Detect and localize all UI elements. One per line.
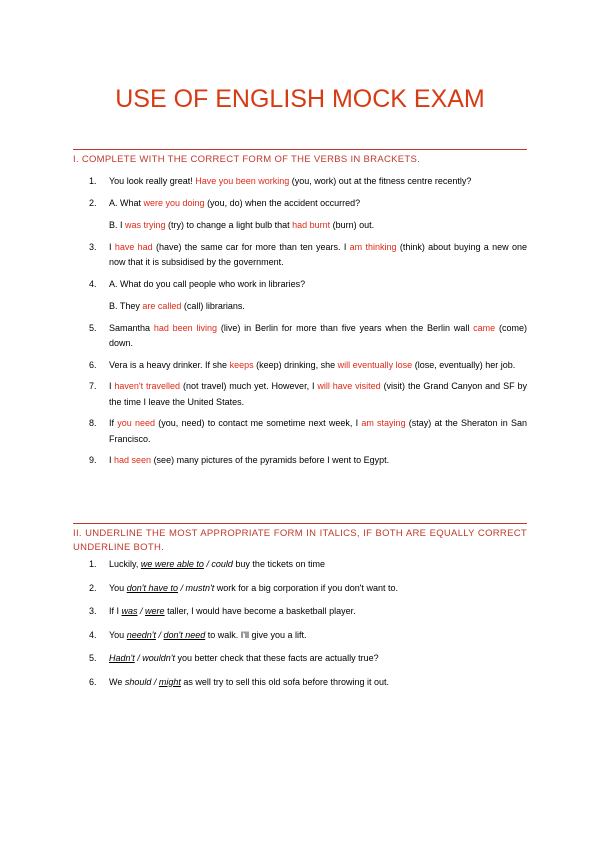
answer-text: have had [114,241,153,252]
question-text: taller, I would have become a basketball player. [164,606,356,616]
question-number: 6. [89,676,97,687]
question-text: If [109,418,118,428]
option-separator: / [155,629,164,640]
question-text: We [109,676,125,687]
answer-text: came [473,322,496,333]
option-2: wouldn't [142,653,175,663]
question-text: Vera is a heavy drinker. If she [109,359,230,370]
question-text: You [109,629,127,640]
option-separator: / [137,606,146,616]
question-line [109,557,527,573]
question-number: 6. [89,359,97,370]
question-text: (call) librarians. [181,301,245,311]
option-2: don't need [163,629,206,640]
question-text: (come) down. [109,322,527,348]
question-line-b [109,218,527,234]
question-text: (see) many pictures of the pyramids before I went to Egypt. [151,455,390,465]
question-text: (stay) at the Sheraton in San Francisco. [109,418,527,444]
question-item [73,174,527,190]
option-separator: / [134,653,143,663]
question-text: (burn) out. [330,220,375,230]
question-number: 5. [89,322,97,333]
answer-text: was trying [125,220,166,230]
question-text: You look really great! [109,176,196,186]
question-item [73,379,527,410]
section1-heading: I. COMPLETE WITH THE CORRECT FORM OF THE VERBS IN BRACKETS. [73,154,421,165]
question-item [73,416,527,447]
answer-text: had been living [153,322,218,333]
question-text: If I [109,606,122,616]
question-line [109,628,527,644]
question-text: (visit) the Grand Canyon and SF by the time I leave the United States. [109,381,527,407]
option-separator: / [151,676,159,687]
section1-list [73,174,527,475]
question-text: (think) about buying a new one now that it is subsidised by the government. [109,241,527,267]
question-number: 2. [89,582,97,593]
answer-text: are called [142,301,182,311]
question-line [109,581,527,597]
question-text: you better check that these facts are actually true? [175,653,379,663]
answer-text: will have visited [317,381,381,391]
option-2: were [145,606,165,616]
question-text: I [109,381,115,391]
question-text: (try) to change a light bulb that [165,220,293,230]
question-item [73,358,527,374]
question-line [109,174,527,190]
question-item [73,628,527,644]
option-1: needn't [126,629,156,640]
answer-text: Have you been working [195,176,290,186]
question-line-a [109,277,527,293]
option-separator: / [177,582,186,593]
section2-heading: II. UNDERLINE THE MOST APPROPRIATE FORM IN ITALICS, IF BOTH ARE EQUALLY CORRECT UNDERLINE BOTH. [73,528,527,553]
option-2: mustn't [185,582,215,593]
question-number: 3. [89,606,97,616]
option-2: could [211,559,233,569]
option-1: should [124,676,152,687]
question-text: (lose, eventually) her job. [412,359,516,370]
question-item [73,604,527,620]
answer-text: had seen [114,455,152,465]
question-number: 7. [89,381,97,391]
question-line [109,651,527,667]
answer-text: keeps [229,359,254,370]
question-line [109,453,527,469]
question-text: A. What do you call people who work in libraries? [109,278,306,289]
answer-text: will eventually lose [337,359,413,370]
question-text: (keep) drinking, she [253,359,338,370]
question-text: to walk. I'll give you a lift. [205,629,307,640]
question-text: as well try to sell this old sofa before throwing it out. [180,676,390,687]
question-number: 9. [89,455,97,465]
section2-list [73,557,527,698]
question-item [73,277,527,315]
question-number: 3. [89,241,97,252]
answer-text: am staying [361,418,406,428]
question-item [73,321,527,352]
question-number: 8. [89,418,97,428]
question-text: A. What [109,197,144,208]
question-item [73,581,527,597]
question-item [73,557,527,573]
question-number: 5. [89,653,97,663]
question-line [109,675,527,691]
question-text: I [109,241,115,252]
question-text: I [109,455,115,465]
answer-text: were you doing [143,197,205,208]
question-item [73,651,527,667]
question-line-b [109,299,527,315]
question-line [109,379,527,410]
answer-text: had burnt [292,220,331,230]
question-text: buy the tickets on time [232,559,325,569]
question-text: work for a big corporation if you don't want to. [214,582,399,593]
question-text: Samantha [109,322,154,333]
question-number: 4. [89,629,97,640]
option-separator: / [203,559,212,569]
question-text: Luckily, [109,559,141,569]
option-1: don't have to [126,582,178,593]
answer-text: am thinking [349,241,397,252]
question-text: B. I [109,220,126,230]
option-1: was [121,606,138,616]
question-text: B. They [109,301,143,311]
answer-text: haven't travelled [114,381,181,391]
option-1: Hadn't [109,653,135,663]
question-text: (not travel) much yet. However, I [180,381,318,391]
question-item [73,240,527,271]
question-text: You [109,582,127,593]
question-text: (live) in Berlin for more than five years when the Berlin wall [217,322,474,333]
question-number: 4. [89,278,97,289]
question-text: (you, do) when the accident occurred? [204,197,361,208]
option-1: we were able to [140,559,204,569]
question-number: 1. [89,559,97,569]
question-line [109,358,527,374]
page-title: USE OF ENGLISH MOCK EXAM [115,85,485,113]
question-number: 2. [89,197,97,208]
question-line [109,416,527,447]
question-text: (you, need) to contact me sometime next week, I [155,418,362,428]
question-line [109,604,527,620]
option-2: might [158,676,181,687]
question-item [73,675,527,691]
question-line [109,240,527,271]
question-text: (have) the same car for more than ten years. I [152,241,350,252]
question-item [73,453,527,469]
question-number: 1. [89,176,97,186]
answer-text: you need [117,418,155,428]
question-line [109,321,527,352]
question-text: (you, work) out at the fitness centre recently? [289,176,472,186]
section1-rule [73,149,527,150]
section2-rule [73,523,527,524]
question-line-a [109,196,527,212]
question-item [73,196,527,234]
